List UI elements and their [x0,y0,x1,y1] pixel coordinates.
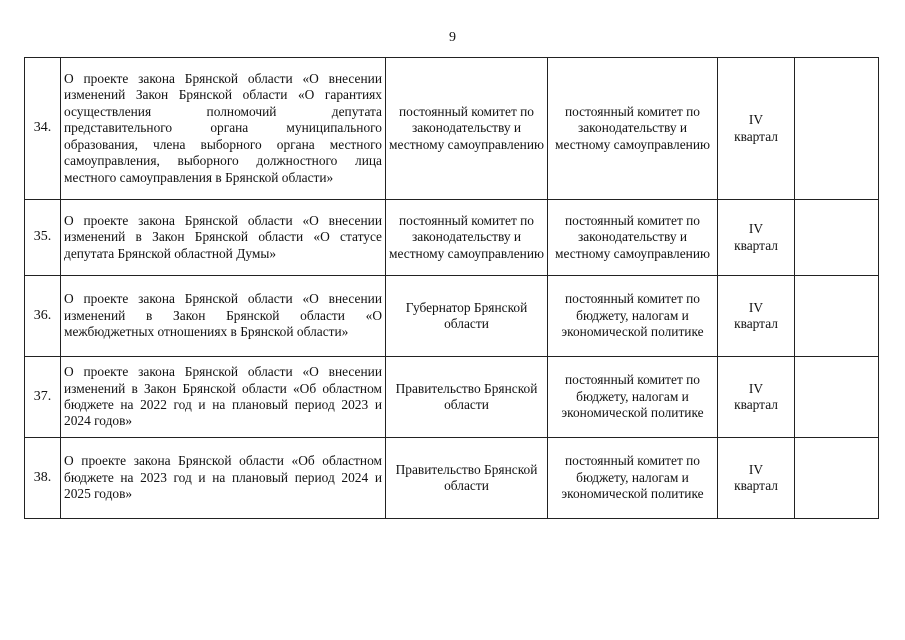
responsible-cell: постоянный комитет по бюджету, налогам и экономической политике [548,357,718,438]
initiator-cell: постоянный комитет по законодательству и местному самоуправлению [386,200,548,276]
term-cell [718,357,795,438]
table-row [25,357,879,438]
bill-title: О проекте закона Брянской области «О внесении изменений в Закон Брянской области «Об областном бюджете на 2022 год и на плановый период 2023 и 2024 годов» [61,357,386,438]
table-row [25,58,879,200]
row-number: 34. [25,58,61,200]
table-row [25,200,879,276]
initiator-cell: Правительство Брянской области [386,438,548,519]
note-cell [795,200,879,276]
bill-title: О проекте закона Брянской области «О внесении изменений Закон Брянской области «О гарантиях осуществления полномочий депутата представительного органа муниципального образования, члена выборного органа местного самоуправления, выборного должностного лица местного самоуправления в Брянской области» [61,58,386,200]
term-roman: IV [748,112,764,128]
row-number: 36. [25,276,61,357]
term-cell [718,200,795,276]
bill-title: О проекте закона Брянской области «О внесении изменений в Закон Брянской области «О статусе депутата Брянской областной Думы» [61,200,386,276]
row-number: 35. [25,200,61,276]
term-word: квартал [734,397,778,412]
term-cell [718,438,795,519]
note-cell [795,357,879,438]
note-cell [795,438,879,519]
term-cell [718,276,795,357]
term-roman: IV [748,221,764,237]
responsible-cell: постоянный комитет по законодательству и местному самоуправлению [548,200,718,276]
initiator-cell: постоянный комитет по законодательству и местному самоуправлению [386,58,548,200]
term-roman: IV [748,299,764,315]
term-word: квартал [734,237,778,253]
term-roman: IV [748,380,764,396]
term-word: квартал [734,128,778,144]
note-cell [795,58,879,200]
responsible-cell: постоянный комитет по бюджету, налогам и экономической политике [548,276,718,357]
table-row [25,276,879,357]
term-word: квартал [734,316,778,331]
initiator-cell: Губернатор Брянской области [386,276,548,357]
responsible-cell: постоянный комитет по бюджету, налогам и экономической политике [548,438,718,519]
term-roman: IV [748,461,764,477]
term-word: квартал [734,478,778,493]
legislative-plan-table [24,57,879,519]
bill-title: О проекте закона Брянской области «О внесении изменений в Закон Брянской области «О межбюджетных отношениях в Брянской области» [61,276,386,357]
row-number: 37. [25,357,61,438]
note-cell [795,276,879,357]
page-number: 9 [449,30,456,45]
term-cell [718,58,795,200]
responsible-cell: постоянный комитет по законодательству и местному самоуправлению [548,58,718,200]
initiator-cell: Правительство Брянской области [386,357,548,438]
table-row [25,438,879,519]
row-number: 38. [25,438,61,519]
bill-title: О проекте закона Брянской области «Об областном бюджете на 2023 год и на плановый период 2024 и 2025 годов» [61,438,386,519]
